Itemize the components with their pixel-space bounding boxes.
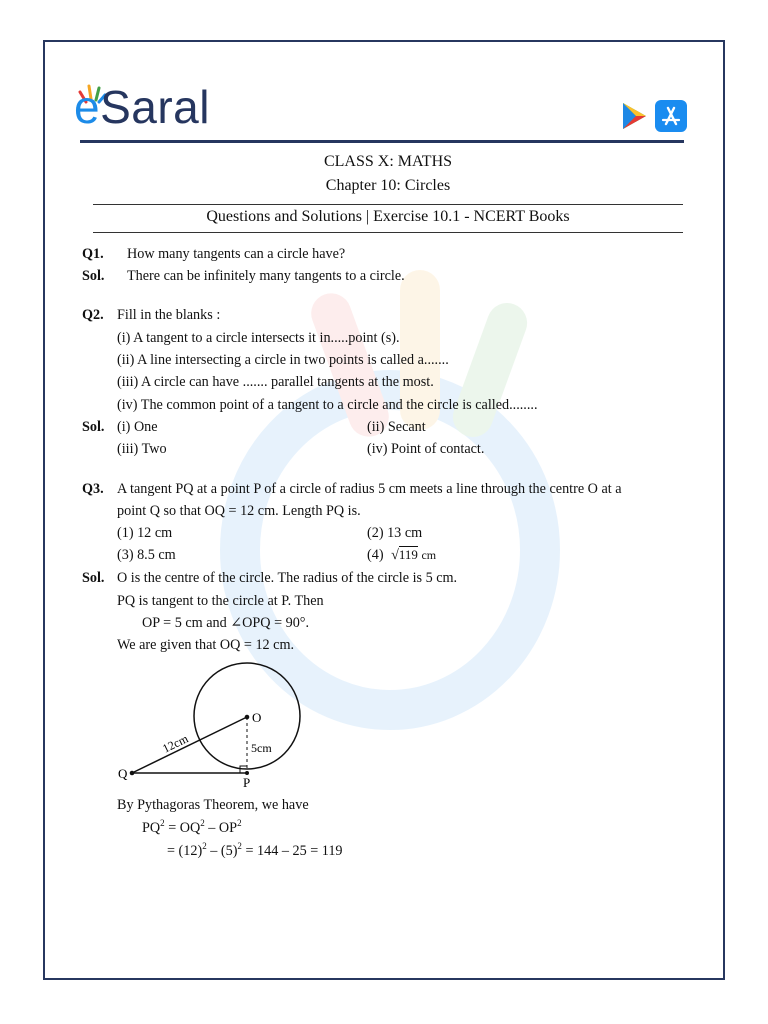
eq2-sup-1: 2 [202, 841, 207, 851]
diagram-hypotenuse-oq [132, 717, 247, 773]
eq1-mid2: – OP [204, 820, 238, 836]
pythagoras-intro: By Pythagoras Theorem, we have [117, 797, 309, 813]
eq1-sup-2: 2 [200, 818, 205, 828]
logo-word: Saral [100, 81, 210, 133]
q3-option-2: (2) 13 cm [367, 525, 423, 541]
logo-e: e [74, 81, 101, 133]
q3-option-1: (1) 12 cm [117, 525, 173, 541]
q2-answer-3: (iii) Two [117, 441, 167, 457]
class-title: CLASS X: MATHS [323, 153, 453, 170]
eq1-sup-1: 2 [160, 818, 165, 828]
esaral-logo [74, 80, 210, 132]
q2-item-3: (iii) A circle can have ....... parallel tangents at the most. [117, 374, 434, 390]
q2-answer-2: (ii) Secant [367, 419, 426, 435]
eq2-p2: – (5) [206, 843, 238, 859]
chapter-title: Chapter 10: Circles [325, 177, 451, 194]
label-radius: 5cm [251, 741, 272, 755]
q3-label: Q3. [82, 481, 104, 497]
equation-line-2 [167, 842, 343, 860]
eq2-sup-2: 2 [237, 841, 242, 851]
q2-item-4: (iv) The common point of a tangent to a circle and the circle is called........ [117, 397, 538, 413]
q1-sol-label: Sol. [82, 268, 105, 284]
label-hypotenuse: 12cm [160, 731, 191, 756]
q2-sol-label: Sol. [82, 419, 105, 435]
app-store-icon[interactable] [655, 100, 687, 132]
q3-question-line1: A tangent PQ at a point P of a circle of radius 5 cm meets a line through the centre O at a [117, 481, 622, 497]
q3-option-4-label: (4) [367, 547, 384, 563]
q2-intro: Fill in the blanks : [117, 307, 221, 323]
q3-sol-line-2: PQ is tangent to the circle at P. Then [117, 593, 324, 609]
q3-sol-label: Sol. [82, 570, 105, 586]
sqrt-icon: √ [391, 547, 399, 563]
q1-label: Q1. [82, 246, 104, 262]
q2-answer-4: (iv) Point of contact. [367, 441, 485, 457]
exercise-subtitle: Questions and Solutions | Exercise 10.1 - NCERT Books [206, 208, 570, 225]
q2-item-2: (ii) A line intersecting a circle in two points is called a....... [117, 352, 449, 368]
google-play-icon[interactable] [619, 101, 649, 131]
equation-line-1 [142, 819, 242, 837]
q1-solution: There can be infinitely many tangents to a circle. [127, 268, 405, 284]
label-p: P [243, 775, 251, 790]
subtitle-rule-top [93, 204, 683, 205]
label-o: O [252, 710, 262, 725]
q3-option-4 [367, 546, 436, 564]
q3-option-3: (3) 8.5 cm [117, 547, 176, 563]
label-q: Q [118, 766, 128, 781]
q2-item-1: (i) A tangent to a circle intersects it in.....point (s). [117, 330, 400, 346]
q3-sol-line-1: O is the centre of the circle. The radius of the circle is 5 cm. [117, 570, 458, 586]
eq2-p1: = (12) [167, 843, 203, 859]
eq1-mid1: = OQ [164, 820, 201, 836]
header-rule [80, 140, 684, 143]
q3-sol-line-3: OP = 5 cm and ∠OPQ = 90°. [142, 615, 310, 631]
point-q-dot [130, 771, 135, 776]
point-o-dot [245, 715, 250, 720]
eq1-sup-3: 2 [237, 818, 242, 828]
eq2-p3: = 144 – 25 = 119 [241, 843, 343, 859]
q2-answer-1: (i) One [117, 419, 158, 435]
subtitle-rule-bottom [93, 232, 683, 233]
q3-sol-line-4: We are given that OQ = 12 cm. [117, 637, 295, 653]
q1-question: How many tangents can a circle have? [127, 246, 346, 262]
q3-question-line2: point Q so that OQ = 12 cm. Length PQ is. [117, 503, 361, 519]
q2-label: Q2. [82, 307, 104, 323]
q3-option-4-unit: cm [421, 548, 437, 562]
tangent-diagram [110, 660, 320, 795]
q3-option-4-radicand: 119 [398, 547, 418, 562]
eq1-lhs: PQ [142, 820, 161, 836]
